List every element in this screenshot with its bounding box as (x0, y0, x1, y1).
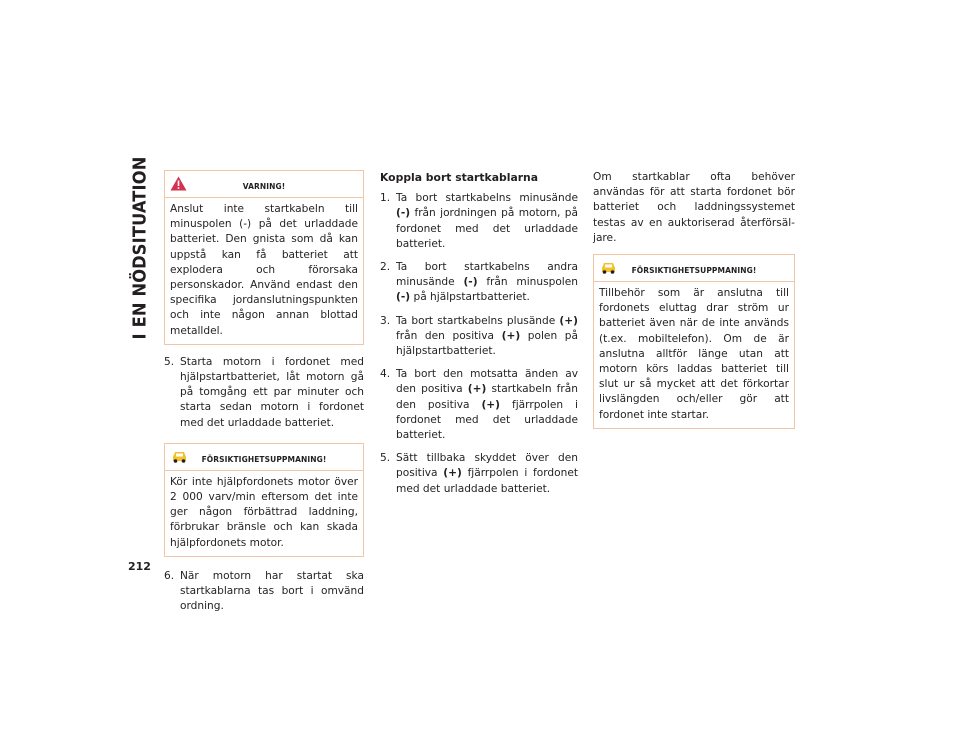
caution-box-text: Kör inte hjälpfordonets motor över 2 000 varv/min eftersom det inte ger någon förbättrad laddning, förbrukar bränsle och kan skada hjälpfordonets motor. (170, 475, 358, 549)
caution-box-header (594, 255, 794, 282)
list-item (380, 191, 578, 252)
caution-box-label: FÖRSIKTIGHETSUPPMANING! (201, 454, 327, 464)
step-text (396, 314, 578, 360)
caution-box-label: FÖRSIKTIGHETSUPPMANING! (631, 266, 757, 276)
step-text-part: polen på hjälpstartbatteriet. (396, 329, 578, 358)
page-number: 212 (128, 560, 151, 573)
minus-symbol: (-) (463, 276, 478, 289)
step-text-part: startkabeln från den positiva (396, 383, 578, 411)
step-text (396, 260, 578, 306)
step-number: 4. (380, 368, 391, 381)
step-text-part: Ta bort startkabelns andra minusände (396, 261, 578, 289)
step-number: 5. (380, 452, 391, 465)
caution-box (164, 443, 364, 557)
list-item (380, 314, 578, 360)
list-item (164, 569, 364, 615)
step-text-part: från den positiva (396, 329, 494, 342)
step-text (396, 191, 578, 252)
plus-symbol: (+) (481, 398, 501, 411)
step-text-part: från minuspolen (486, 276, 578, 289)
plus-symbol: (+) (559, 314, 578, 327)
plus-symbol: (+) (467, 383, 487, 396)
step-text-part: Sätt tillbaka skyddet över den positiva (396, 452, 578, 480)
step-text (396, 367, 578, 443)
step-number: 1. (380, 192, 391, 205)
step-number: 2. (380, 261, 391, 274)
warning-box-label: VARNING! (242, 182, 286, 191)
list-item (380, 367, 578, 443)
step-text: Starta motorn i fordonet med hjälpstartbatteriet, låt motorn gå på tomgång ett par minuter och starta sedan motorn i fordonet med det urladdade batteriet. (180, 355, 364, 429)
column-left (164, 170, 364, 622)
step-text-part: på hjälpstartbatteriet. (413, 291, 530, 304)
minus-symbol: (-) (396, 207, 411, 220)
section-title (120, 156, 160, 340)
column-right (593, 170, 795, 439)
step-number: 6. (164, 569, 175, 582)
plus-symbol: (+) (443, 467, 462, 480)
step-text (396, 451, 578, 497)
plus-symbol: (+) (501, 329, 521, 342)
caution-box-text: Tillbehör som är anslutna till fordonets eluttag drar ström ur batteriet även när de inte används (t.ex. mobiltelefon). Om de är anslutna alltför länge utan att motorn körs laddas batteriet till slut ur så mycket att det förkortar livslängden och/eller gör att fordonet inte startar. (599, 287, 789, 421)
step-text-part: från jordningen på motorn, på fordonet med det urladdade batteriet. (396, 207, 578, 250)
warning-box-text: Anslut inte startkabeln till minuspolen (-) på det urladdade batteriet. Den gnista som då kan uppstå kan få batteriet att explodera och förorsaka personskador. Använd endast den specifika jordanslutningspunkten och inte någon annan blottad metalldel. (170, 203, 358, 337)
step-text-part: Ta bort startkabelns plusände (396, 314, 556, 327)
column-middle (380, 170, 578, 505)
step-text-part: fjärrpolen i fordonet med det urladdade batteriet. (396, 467, 578, 495)
section-title-text: I EN NÖDSITUATION (129, 156, 151, 340)
step-text: När motorn har startat ska startkablarna tas bort i omvänd ordning. (180, 569, 364, 613)
step-number: 3. (380, 314, 391, 327)
step-text-part: Ta bort den motsatta änden av den positiva (396, 368, 578, 396)
caution-box (593, 254, 795, 429)
minus-symbol: (-) (396, 291, 411, 304)
list-item (380, 451, 578, 497)
caution-box-header (165, 444, 363, 471)
warning-box (164, 170, 364, 345)
warning-box-header (165, 171, 363, 198)
list-item (380, 260, 578, 306)
paragraph: Om startkablar ofta behöver användas för att starta fordonet bör batteriet och laddningssystemet testas av en auktoriserad återförsäljare. (593, 171, 795, 244)
section-heading: Koppla bort startkablarna (380, 171, 539, 184)
step-text-part: Ta bort startkabelns minusände (396, 192, 578, 205)
step-number: 5. (164, 355, 175, 368)
list-item (164, 355, 364, 431)
step-text-part: fjärrpolen i fordonet med det urladdade batteriet. (396, 398, 578, 442)
